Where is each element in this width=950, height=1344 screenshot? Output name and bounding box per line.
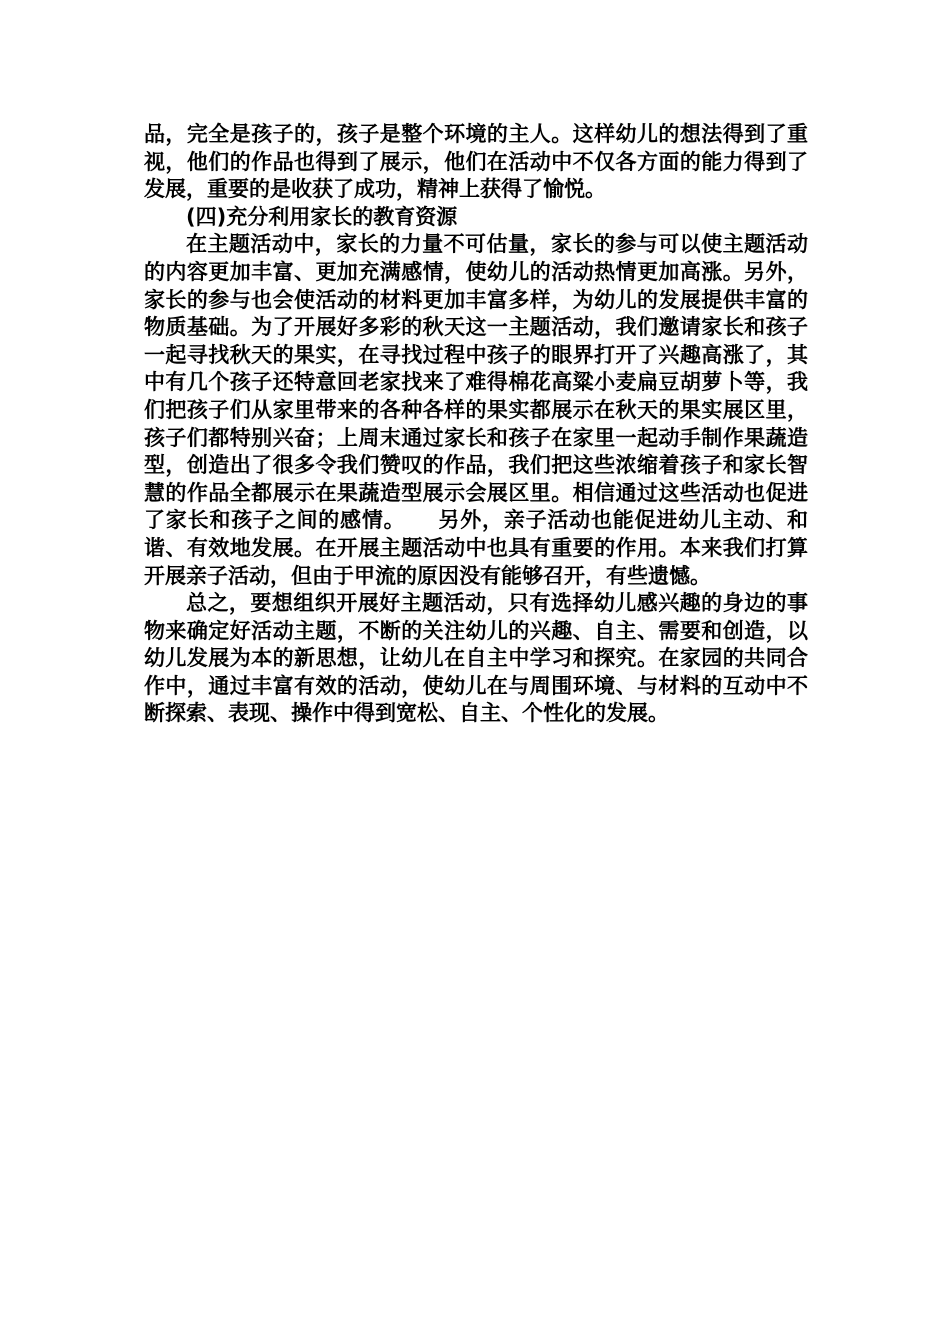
paragraph-conclusion: 总之，要想组织开展好主题活动，只有选择幼儿感兴趣的身边的事物来确定好活动主题，不断的关注幼儿的兴趣、自主、需要和创造，以幼儿发展为本的新思想，让幼儿在自主中学习和探究。在家园的共同合作中，通过丰富有效的活动，使幼儿在与周围环境、与材料的互动中不断探索、表现、操作中得到宽松、自主、个性化的发展。 — [144, 591, 808, 726]
section-heading: (四)充分利用家长的教育资源 — [186, 204, 458, 229]
paragraph-continuation: 品，完全是孩子的，孩子是整个环境的主人。这样幼儿的想法得到了重视，他们的作品也得到了展示，他们在活动中不仅各方面的能力得到了发展，重要的是收获了成功，精神上获得了愉悦。 — [144, 122, 808, 202]
paragraph-parent-resources: 在主题活动中，家长的力量不可估量，家长的参与可以使主题活动的内容更加丰富、更加充满感情，使幼儿的活动热情更加高涨。另外，家长的参与也会使活动的材料更加丰富多样，为幼儿的发展提供丰富的物质基础。为了开展好多彩的秋天这一主题活动，我们邀请家长和孩子一起寻找秋天的果实，在寻找过程中孩子的眼界打开了兴趣高涨了，其中有几个孩子还特意回老家找来了难得棉花高粱小麦扁豆胡萝卜等，我们把孩子们从家里带来的各种各样的果实都展示在秋天的果实展区里，孩子们都特别兴奋；上周末通过家长和孩子在家里一起动手制作果蔬造型，创造出了很多令我们赞叹的作品，我们把这些浓缩着孩子和家长智慧的作品全都展示在果蔬造型展示会展区里。相信通过这些活动也促进了家长和孩子之间的感情。 另外，亲子活动也能促进幼儿主动、和谐、有效地发展。在开展主题活动中也具有重要的作用。本来我们打算开展亲子活动，但由于甲流的原因没有能够召开，有些遗憾。 — [144, 232, 808, 588]
document-body — [144, 121, 808, 728]
